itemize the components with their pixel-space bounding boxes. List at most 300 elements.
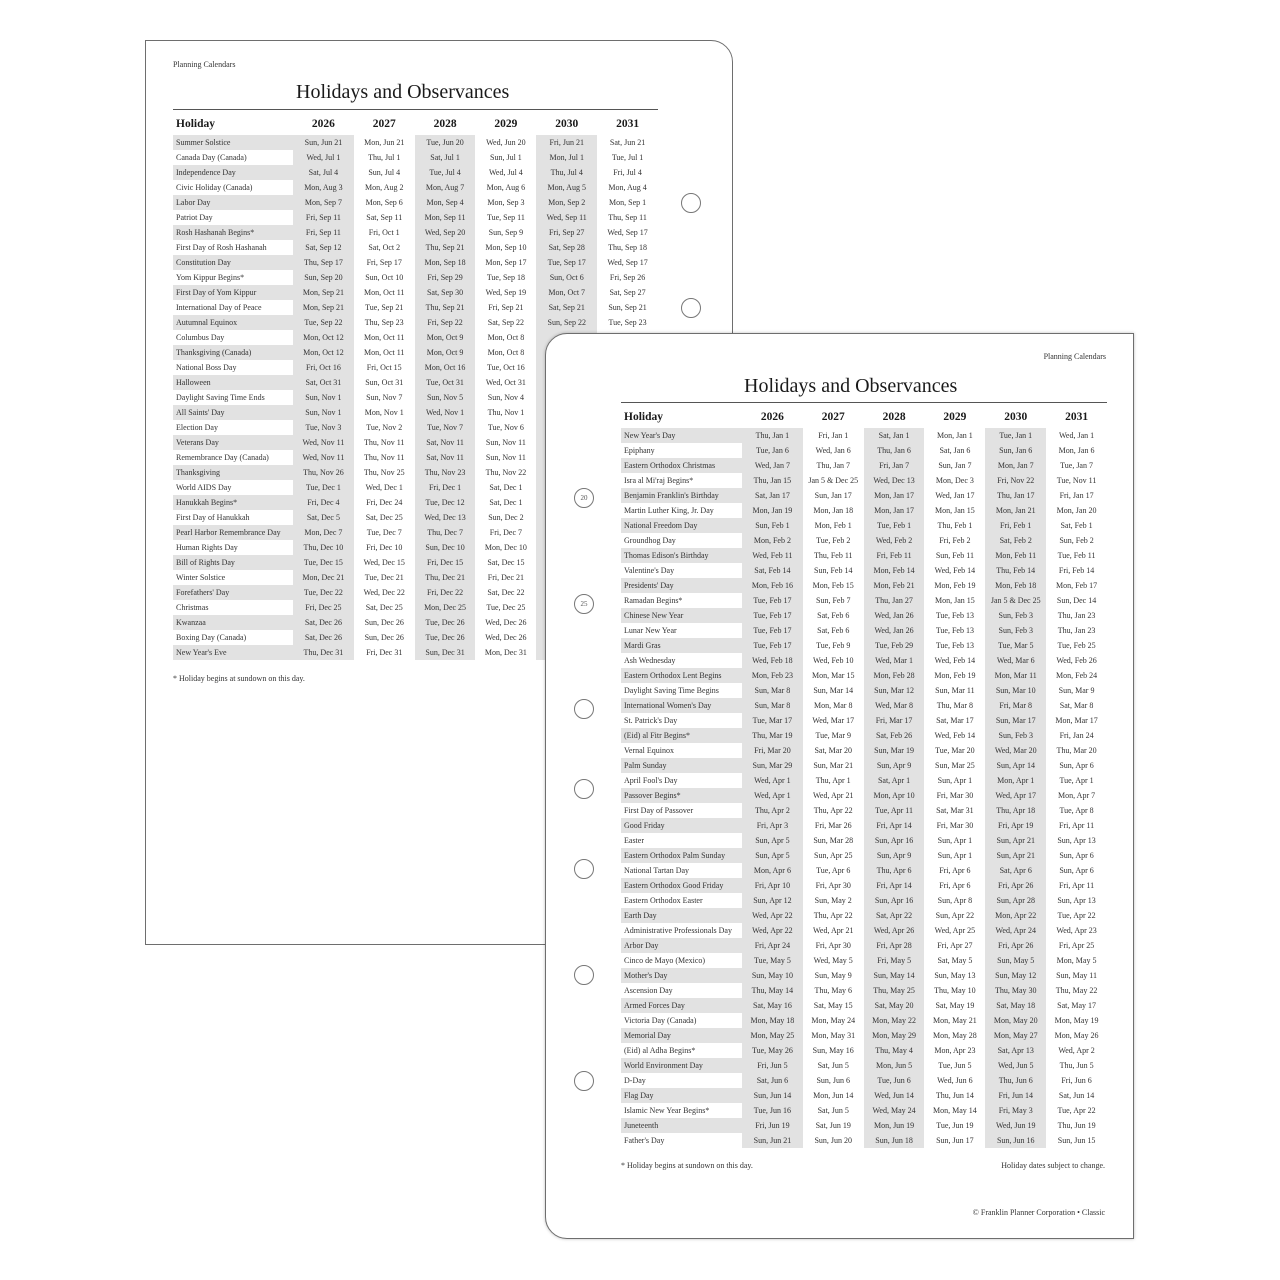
holiday-date-cell: Sat, Sep 12: [293, 240, 354, 255]
holiday-name-cell: Epiphany: [624, 446, 655, 455]
holiday-name-cell: Daylight Saving Time Ends: [176, 393, 265, 402]
holiday-name-cell: Administrative Professionals Day: [624, 926, 732, 935]
holiday-name-cell: Yom Kippur Begins*: [176, 273, 245, 282]
holiday-date-cell: Sat, Mar 31: [936, 806, 974, 815]
holiday-name-cell: Thomas Edison's Birthday: [621, 548, 742, 563]
holiday-date-cell: Wed, Dec 13: [415, 510, 476, 525]
holiday-date-cell: Mon, Sep 21: [293, 285, 354, 300]
holiday-date-cell: Tue, Jan 6: [742, 443, 803, 458]
holiday-date-cell: Wed, Dec 26: [485, 633, 527, 642]
holiday-name-cell: Civic Holiday (Canada): [176, 183, 253, 192]
holiday-date-cell: Thu, Sep 23: [364, 318, 404, 327]
holiday-date-cell: Sat, Feb 26: [864, 728, 925, 743]
holiday-date-cell: Tue, Sep 18: [486, 273, 525, 282]
column-header-year: 2028: [882, 411, 906, 423]
holiday-date-cell: Sun, May 13: [934, 971, 976, 980]
holiday-date-cell: Sat, Apr 22: [864, 908, 925, 923]
holiday-date-cell: Sun, Mar 21: [813, 761, 854, 770]
holiday-date-cell: Thu, Nov 25: [363, 468, 405, 477]
holiday-name-cell: D-Day: [624, 1076, 646, 1085]
holiday-date-cell: Mon, Feb 16: [742, 578, 803, 593]
holiday-date-cell: Mon, Dec 31: [484, 648, 527, 657]
holiday-date-cell: Sat, Mar 17: [936, 716, 974, 725]
holiday-date-cell: Mon, Aug 4: [608, 183, 647, 192]
holiday-date-cell: Fri, Mar 17: [864, 713, 925, 728]
holiday-date-cell: Fri, Apr 14: [864, 878, 925, 893]
holiday-date-cell: Sun, Apr 13: [1057, 836, 1096, 845]
holiday-date-cell: Wed, Apr 22: [742, 923, 803, 938]
holiday-date-cell: Sat, May 15: [813, 1001, 853, 1010]
holiday-date-cell: Thu, Dec 10: [293, 540, 354, 555]
holiday-date-cell: Wed, Jan 1: [1059, 431, 1095, 440]
holiday-date-cell: Sat, May 5: [937, 956, 973, 965]
table-row: [621, 473, 1107, 488]
holiday-name-cell: Pearl Harbor Remembrance Day: [173, 525, 293, 540]
holiday-date-cell: Mon, Sep 4: [415, 195, 476, 210]
sundown-footnote: * Holiday begins at sundown on this day.: [173, 674, 305, 683]
table-row: [173, 300, 658, 315]
table-row: [621, 983, 1107, 998]
holiday-date-cell: Mon, Jan 15: [935, 506, 975, 515]
holiday-date-cell: Sun, Apr 1: [937, 836, 973, 845]
holiday-date-cell: Sun, May 5: [985, 953, 1046, 968]
holiday-date-cell: Wed, Apr 21: [813, 791, 854, 800]
holiday-date-cell: Sun, Jul 4: [368, 168, 401, 177]
holiday-date-cell: Mon, May 22: [864, 1013, 925, 1028]
holiday-date-cell: Sat, Feb 2: [985, 533, 1046, 548]
holiday-date-cell: Tue, Nov 6: [487, 423, 524, 432]
holiday-date-cell: Wed, Sep 19: [485, 288, 527, 297]
holiday-date-cell: Tue, Jan 1: [985, 428, 1046, 443]
holiday-name-cell: Human Rights Day: [176, 543, 238, 552]
holiday-date-cell: Mon, May 5: [1056, 956, 1097, 965]
table-row: [621, 683, 1107, 698]
table-row: [621, 833, 1107, 848]
holiday-name-cell: Ramadan Begins*: [624, 596, 683, 605]
holiday-date-cell: Wed, Dec 22: [363, 588, 405, 597]
holiday-date-cell: Thu, Apr 2: [742, 803, 803, 818]
holiday-date-cell: Thu, Jun 5: [1059, 1061, 1094, 1070]
holiday-date-cell: Sun, Oct 6: [536, 270, 597, 285]
holiday-date-cell: Fri, Sep 17: [366, 258, 402, 267]
holiday-date-cell: Thu, Nov 22: [485, 468, 527, 477]
table-header-row: [621, 406, 1107, 428]
holiday-date-cell: Sat, Jun 14: [1058, 1091, 1095, 1100]
column-header-holiday: Holiday: [176, 118, 215, 130]
holiday-date-cell: Sun, Apr 9: [864, 758, 925, 773]
holiday-date-cell: Fri, Sep 27: [536, 225, 597, 240]
holiday-date-cell: Tue, Dec 12: [415, 495, 476, 510]
holiday-date-cell: Tue, Jun 5: [938, 1061, 972, 1070]
holiday-name-cell: Eastern Orthodox Palm Sunday: [621, 848, 742, 863]
table-row: [173, 210, 658, 225]
holiday-date-cell: Mon, Feb 21: [864, 578, 925, 593]
holiday-date-cell: Fri, Oct 1: [368, 228, 400, 237]
holiday-date-cell: Sun, Jun 18: [864, 1133, 925, 1148]
holiday-date-cell: Tue, Jun 6: [864, 1073, 925, 1088]
holiday-date-cell: Sun, May 11: [1056, 971, 1097, 980]
holiday-date-cell: Fri, Apr 28: [864, 938, 925, 953]
holiday-date-cell: Sun, Apr 5: [742, 848, 803, 863]
holiday-date-cell: Fri, Jul 4: [613, 168, 642, 177]
holiday-date-cell: Fri, Sep 21: [488, 303, 524, 312]
holiday-date-cell: Wed, Jan 7: [742, 458, 803, 473]
holiday-date-cell: Sun, Feb 7: [816, 596, 851, 605]
holiday-date-cell: Mon, Feb 15: [812, 581, 854, 590]
holiday-date-cell: Sat, Jul 1: [415, 150, 476, 165]
holiday-name-cell: Presidents' Day: [621, 578, 742, 593]
holiday-date-cell: Sun, Mar 25: [935, 761, 975, 770]
holiday-date-cell: Sun, Oct 10: [365, 273, 404, 282]
holiday-date-cell: Fri, Jan 17: [1059, 491, 1094, 500]
holiday-date-cell: Sun, Apr 25: [814, 851, 853, 860]
holiday-date-cell: Wed, Apr 26: [864, 923, 925, 938]
holiday-date-cell: Thu, Jan 7: [816, 461, 851, 470]
holiday-date-cell: Mon, Jan 17: [864, 503, 925, 518]
holiday-date-cell: Thu, Sep 18: [608, 243, 648, 252]
binder-hole: [574, 859, 594, 879]
holiday-date-cell: Sun, Mar 28: [813, 836, 854, 845]
holiday-date-cell: Sun, Mar 19: [864, 743, 925, 758]
holiday-date-cell: Fri, Oct 15: [366, 363, 402, 372]
holiday-date-cell: Thu, Nov 11: [364, 453, 405, 462]
holiday-name-cell: Isra al Mi'raj Begins*: [624, 476, 694, 485]
table-row: [621, 1028, 1107, 1043]
holiday-name-cell: Armed Forces Day: [621, 998, 742, 1013]
holiday-name-cell: Patriot Day: [176, 213, 213, 222]
holiday-date-cell: Sun, Mar 29: [742, 758, 803, 773]
table-row: [621, 953, 1107, 968]
table-row: [621, 788, 1107, 803]
holiday-date-cell: Sat, Jan 6: [939, 446, 971, 455]
holiday-date-cell: Wed, May 5: [813, 956, 853, 965]
table-row: [621, 878, 1107, 893]
holiday-date-cell: Sun, Mar 9: [1058, 686, 1095, 695]
holiday-date-cell: Sat, Sep 28: [536, 240, 597, 255]
holiday-name-cell: Remembrance Day (Canada): [176, 453, 269, 462]
holiday-date-cell: Sun, Apr 1: [937, 851, 973, 860]
holiday-date-cell: Sat, Feb 6: [817, 626, 850, 635]
holiday-date-cell: Mon, Jan 18: [813, 506, 854, 515]
holiday-date-cell: Thu, Jun 14: [935, 1091, 974, 1100]
holiday-name-cell: Thanksgiving: [173, 465, 293, 480]
holiday-date-cell: Mon, Aug 3: [293, 180, 354, 195]
holiday-name-cell: Christmas: [176, 603, 209, 612]
holiday-date-cell: Sun, Jun 14: [742, 1088, 803, 1103]
holiday-date-cell: Mon, Oct 12: [293, 345, 354, 360]
holiday-date-cell: Tue, May 26: [742, 1043, 803, 1058]
holiday-date-cell: Sat, Jan 1: [864, 428, 925, 443]
table-row: [621, 908, 1107, 923]
holiday-date-cell: Mon, May 24: [811, 1016, 856, 1025]
holiday-date-cell: Sun, Dec 31: [415, 645, 476, 660]
holiday-date-cell: Sun, Jun 16: [985, 1133, 1046, 1148]
table-row: [621, 758, 1107, 773]
holiday-date-cell: Sun, Feb 1: [742, 518, 803, 533]
holiday-name-cell: First Day of Hanukkah: [176, 513, 250, 522]
holiday-date-cell: Mon, Mar 8: [814, 701, 853, 710]
holiday-date-cell: Mon, Aug 2: [365, 183, 404, 192]
holiday-date-cell: Wed, Dec 26: [485, 618, 527, 627]
holiday-date-cell: Mon, Dec 10: [484, 543, 527, 552]
holiday-date-cell: Sun, May 2: [814, 896, 852, 905]
holiday-date-cell: Wed, Jun 6: [937, 1076, 973, 1085]
holiday-date-cell: Wed, Jan 26: [864, 623, 925, 638]
holiday-date-cell: Sun, Mar 10: [985, 683, 1046, 698]
holiday-date-cell: Tue, Jul 1: [611, 153, 644, 162]
holiday-date-cell: Sun, Mar 14: [813, 686, 854, 695]
holiday-name-cell: Autumnal Equinox: [173, 315, 293, 330]
holiday-date-cell: Mon, Mar 15: [812, 671, 855, 680]
table-row: [173, 270, 658, 285]
holiday-name-cell: Flag Day: [621, 1088, 742, 1103]
holiday-date-cell: Sun, Apr 14: [985, 758, 1046, 773]
holiday-date-cell: Tue, Dec 22: [293, 585, 354, 600]
holiday-date-cell: Mon, Sep 17: [485, 258, 527, 267]
holiday-date-cell: Thu, Jul 1: [368, 153, 401, 162]
holiday-date-cell: Wed, Mar 20: [985, 743, 1046, 758]
holiday-date-cell: Sun, Mar 12: [864, 683, 925, 698]
holiday-date-cell: Fri, Apr 11: [1059, 881, 1095, 890]
holiday-date-cell: Wed, Feb 14: [934, 731, 976, 740]
holiday-date-cell: Sun, Dec 26: [364, 633, 404, 642]
holiday-date-cell: Mon, Oct 16: [415, 360, 476, 375]
holiday-date-cell: Sat, Dec 1: [489, 483, 523, 492]
holiday-date-cell: Mon, May 21: [933, 1016, 977, 1025]
holiday-date-cell: Tue, Sep 11: [486, 213, 525, 222]
holiday-name-cell: Eastern Orthodox Lent Begins: [621, 668, 742, 683]
table-row: [621, 1073, 1107, 1088]
holiday-date-cell: Wed, Dec 13: [864, 473, 925, 488]
holiday-name-cell: Veterans Day: [173, 435, 293, 450]
holiday-date-cell: Tue, Jun 20: [415, 135, 476, 150]
holiday-date-cell: Sat, May 16: [742, 998, 803, 1013]
holiday-date-cell: Wed, Oct 31: [485, 378, 526, 387]
holiday-date-cell: Sun, Feb 14: [814, 566, 853, 575]
holiday-date-cell: Sat, Dec 5: [293, 510, 354, 525]
holiday-date-cell: Thu, Mar 20: [1056, 746, 1097, 755]
holiday-date-cell: Tue, Dec 15: [293, 555, 354, 570]
holiday-date-cell: Wed, Jun 19: [985, 1118, 1046, 1133]
table-row: [173, 195, 658, 210]
holiday-date-cell: Wed, Jun 20: [486, 138, 526, 147]
holiday-name-cell: National Boss Day: [176, 363, 237, 372]
holiday-name-cell: Lunar New Year: [624, 626, 677, 635]
holiday-date-cell: Sun, Jun 17: [936, 1136, 974, 1145]
holiday-date-cell: Thu, Apr 1: [815, 776, 851, 785]
binder-hole: [574, 779, 594, 799]
holiday-date-cell: Mon, Dec 25: [415, 600, 476, 615]
hole-number-label: 25: [580, 600, 588, 608]
holiday-date-cell: Thu, May 6: [814, 986, 853, 995]
column-header-year: 2026: [311, 118, 335, 130]
holiday-date-cell: Fri, Apr 24: [742, 938, 803, 953]
holiday-name-cell: New Year's Day: [621, 428, 742, 443]
holiday-date-cell: Sat, Apr 13: [985, 1043, 1046, 1058]
holiday-date-cell: Sun, Apr 8: [937, 896, 973, 905]
holiday-date-cell: Thu, Sep 11: [608, 213, 647, 222]
holiday-date-cell: Sat, Feb 14: [742, 563, 803, 578]
table-row: [621, 848, 1107, 863]
holiday-date-cell: Fri, Mar 26: [814, 821, 852, 830]
holiday-name-cell: Rosh Hashanah Begins*: [173, 225, 293, 240]
title-rule: [621, 402, 1107, 403]
holiday-name-cell: (Eid) al Adha Begins*: [624, 1046, 696, 1055]
table-row: [173, 150, 658, 165]
holiday-date-cell: Sat, Sep 30: [415, 285, 476, 300]
holiday-date-cell: Tue, Nov 3: [293, 420, 354, 435]
holiday-date-cell: Sun, Apr 1: [937, 776, 973, 785]
holiday-date-cell: Fri, Dec 15: [415, 555, 476, 570]
holiday-date-cell: Sat, Dec 1: [489, 498, 523, 507]
column-header-year: 2031: [1065, 411, 1089, 423]
holiday-date-cell: Mon, Mar 11: [985, 668, 1046, 683]
table-row: [621, 1103, 1107, 1118]
holiday-date-cell: Fri, Dec 25: [293, 600, 354, 615]
table-row: [621, 938, 1107, 953]
holiday-date-cell: Fri, Jan 24: [1059, 731, 1094, 740]
holiday-date-cell: Thu, Mar 8: [936, 701, 973, 710]
sundown-footnote: * Holiday begins at sundown on this day.: [621, 1161, 753, 1170]
holiday-date-cell: Tue, Sep 17: [536, 255, 597, 270]
holiday-date-cell: Wed, Mar 6: [985, 653, 1046, 668]
holiday-date-cell: Mon, Oct 9: [415, 345, 476, 360]
holiday-date-cell: Tue, Jul 4: [415, 165, 476, 180]
column-header-year: 2027: [821, 411, 845, 423]
holiday-date-cell: Sun, Nov 1: [293, 390, 354, 405]
holiday-name-cell: Ash Wednesday: [624, 656, 676, 665]
holiday-date-cell: Sat, Oct 31: [293, 375, 354, 390]
front-planner-page: [545, 333, 1134, 1239]
holiday-date-cell: Sun, Sep 20: [293, 270, 354, 285]
holiday-date-cell: Wed, Mar 17: [812, 716, 855, 725]
holiday-date-cell: Fri, Sep 22: [415, 315, 476, 330]
page-corner-label: Planning Calendars: [1043, 352, 1106, 361]
holiday-date-cell: Mon, Apr 23: [934, 1046, 976, 1055]
holiday-date-cell: Tue, Feb 13: [935, 611, 974, 620]
holiday-date-cell: Wed, Apr 22: [742, 908, 803, 923]
holiday-date-cell: Mon, Jun 5: [864, 1058, 925, 1073]
holiday-date-cell: Sun, Apr 16: [864, 833, 925, 848]
page-title: Holidays and Observances: [744, 375, 958, 397]
holiday-date-cell: Sun, Jan 7: [938, 461, 972, 470]
holiday-date-cell: Sat, Jun 21: [609, 138, 646, 147]
table-row: [621, 1118, 1107, 1133]
holiday-date-cell: Wed, Jan 26: [864, 608, 925, 623]
holiday-date-cell: Mon, Feb 11: [985, 548, 1046, 563]
table-row: [621, 923, 1107, 938]
holiday-date-cell: Mon, Feb 14: [864, 563, 925, 578]
holiday-date-cell: Wed, Apr 24: [985, 923, 1046, 938]
column-header-year: 2026: [760, 411, 784, 423]
holiday-date-cell: Mon, Sep 6: [365, 198, 403, 207]
holiday-date-cell: Wed, Jun 14: [864, 1088, 925, 1103]
table-row: [173, 285, 658, 300]
holiday-date-cell: Tue, Jan 7: [1060, 461, 1093, 470]
holiday-date-cell: Tue, Dec 7: [366, 528, 402, 537]
holiday-date-cell: Sun, Jul 1: [490, 153, 522, 162]
holiday-date-cell: Sat, Nov 11: [415, 450, 476, 465]
holiday-date-cell: Sun, May 16: [812, 1046, 854, 1055]
holiday-date-cell: Mon, May 25: [742, 1028, 803, 1043]
holiday-date-cell: Wed, Apr 21: [813, 926, 854, 935]
holiday-date-cell: Wed, Feb 2: [864, 533, 925, 548]
holiday-name-cell: Benjamin Franklin's Birthday: [621, 488, 742, 503]
holiday-date-cell: Sat, Dec 26: [293, 615, 354, 630]
table-row: [621, 803, 1107, 818]
holiday-name-cell: Cinco de Mayo (Mexico): [624, 956, 706, 965]
column-header-year: 2030: [555, 118, 579, 130]
holiday-date-cell: Fri, Feb 11: [864, 548, 925, 563]
holiday-date-cell: Sun, May 14: [864, 968, 925, 983]
holiday-date-cell: Thu, Jan 6: [864, 443, 925, 458]
holiday-date-cell: Wed, Jan 6: [815, 446, 851, 455]
holiday-date-cell: Wed, Apr 1: [742, 788, 803, 803]
holiday-date-cell: Mon, Feb 19: [934, 671, 976, 680]
holiday-name-cell: Hanukkah Begins*: [173, 495, 293, 510]
holiday-date-cell: Sun, Feb 3: [985, 608, 1046, 623]
holiday-date-cell: Sun, Apr 16: [864, 893, 925, 908]
holiday-date-cell: Sun, Apr 5: [742, 833, 803, 848]
holiday-name-cell: Halloween: [173, 375, 293, 390]
holiday-date-cell: Wed, Jul 4: [489, 168, 523, 177]
holiday-date-cell: Fri, Jun 6: [1061, 1076, 1092, 1085]
holiday-date-cell: Sun, Feb 11: [935, 551, 974, 560]
holiday-date-cell: Thu, Jan 15: [742, 473, 803, 488]
holiday-date-cell: Tue, Dec 26: [415, 630, 476, 645]
holiday-date-cell: Sat, Dec 15: [487, 558, 525, 567]
holiday-date-cell: Mon, May 29: [864, 1028, 925, 1043]
holiday-date-cell: Sun, Nov 11: [485, 438, 526, 447]
holiday-name-cell: Passover Begins*: [621, 788, 742, 803]
holiday-date-cell: Sun, Oct 31: [365, 378, 404, 387]
table-header-row: [173, 113, 658, 135]
holiday-date-cell: Thu, Nov 26: [293, 465, 354, 480]
holiday-date-cell: Fri, Apr 10: [742, 878, 803, 893]
holiday-date-cell: Tue, Feb 1: [864, 518, 925, 533]
holiday-date-cell: Sun, Nov 1: [293, 405, 354, 420]
table-row: [621, 1058, 1107, 1073]
holiday-date-cell: Sun, Feb 3: [985, 728, 1046, 743]
holiday-date-cell: Sun, Apr 6: [1059, 866, 1094, 875]
holiday-date-cell: Thu, May 25: [864, 983, 925, 998]
holiday-name-cell: Easter: [624, 836, 644, 845]
holiday-date-cell: Mon, Sep 21: [293, 300, 354, 315]
holiday-date-cell: Fri, Mar 20: [742, 743, 803, 758]
table-row: [173, 180, 658, 195]
holiday-date-cell: Sat, May 20: [864, 998, 925, 1013]
column-header-year: 2030: [1004, 411, 1028, 423]
holiday-name-cell: Eastern Orthodox Good Friday: [621, 878, 742, 893]
holiday-date-cell: Thu, Sep 21: [415, 240, 476, 255]
holiday-name-cell: Ascension Day: [624, 986, 673, 995]
holiday-date-cell: Thu, Sep 21: [415, 300, 476, 315]
binder-hole: [574, 965, 594, 985]
holiday-date-cell: Tue, Feb 17: [742, 593, 803, 608]
holiday-date-cell: Fri, Apr 26: [985, 938, 1046, 953]
holiday-date-cell: Thu, May 22: [1055, 986, 1098, 995]
holiday-date-cell: Sun, Apr 21: [985, 833, 1046, 848]
holiday-date-cell: Sun, Dec 10: [415, 540, 476, 555]
holiday-date-cell: Sat, Mar 8: [1059, 701, 1094, 710]
holiday-date-cell: Mon, Feb 1: [814, 521, 852, 530]
holiday-date-cell: Sun, Apr 6: [1059, 761, 1094, 770]
holiday-date-cell: Sat, Oct 2: [368, 243, 401, 252]
holiday-name-cell: Palm Sunday: [621, 758, 742, 773]
holiday-date-cell: Sun, May 12: [985, 968, 1046, 983]
holiday-date-cell: Fri, Dec 7: [489, 528, 522, 537]
table-row: [621, 503, 1107, 518]
